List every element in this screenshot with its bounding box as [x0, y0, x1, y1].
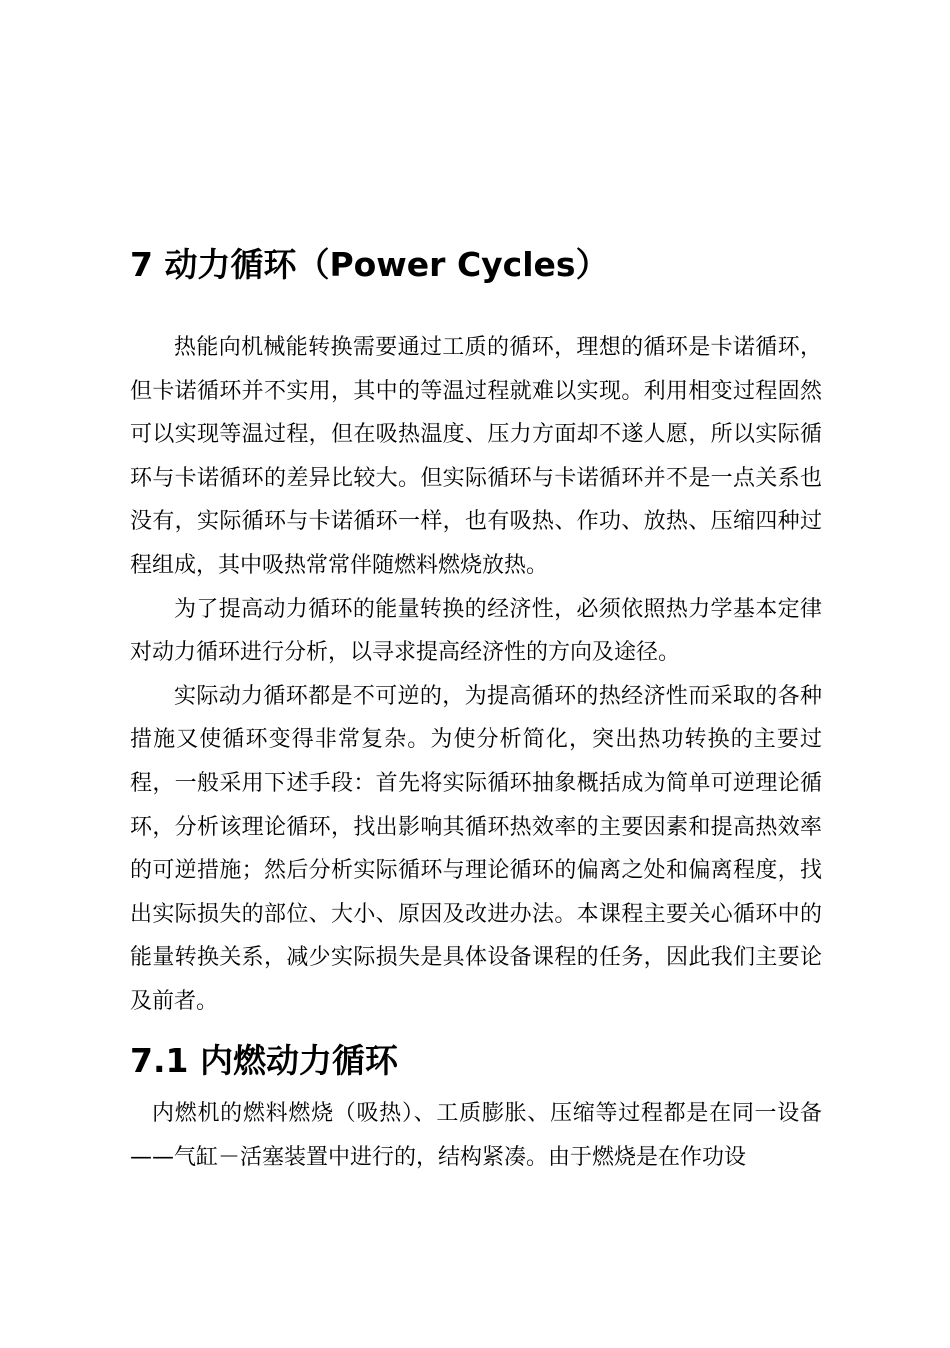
chapter-intro — [130, 326, 822, 1024]
section-body — [130, 1092, 822, 1179]
section-title: 7.1 内燃动力循环 — [130, 1041, 398, 1080]
intro-paragraph-2: 为了提高动力循环的能量转换的经济性，必须依照热力学基本定律对动力循环进行分析，以寻求提高经济性的方向及途径。 — [130, 596, 822, 666]
intro-paragraph-1: 热能向机械能转换需要通过工质的循环，理想的循环是卡诺循环，但卡诺循环并不实用，其中的等温过程就难以实现。利用相变过程固然可以实现等温过程，但在吸热温度、压力方面却不遂人愿，所以实际循环与卡诺循环的差异比较大。但实际循环与卡诺循环并不是一点关系也没有，实际循环与卡诺循环一样，也有吸热、作功、放热、压缩四种过程组成，其中吸热常常伴随燃料燃烧放热。 — [130, 335, 822, 578]
intro-paragraph-3: 实际动力循环都是不可逆的，为提高循环的热经济性而采取的各种措施又使循环变得非常复杂。为使分析简化，突出热功转换的主要过程，一般采用下述手段：首先将实际循环抽象概括成为简单可逆理论循环，分析该理论循环，找出影响其循环热效率的主要因素和提高热效率的可逆措施；然后分析实际循环与理论循环的偏离之处和偏离程度，找出实际损失的部位、大小、原因及改进办法。本课程主要关心循环中的能量转换关系，减少实际损失是具体设备课程的任务，因此我们主要论及前者。 — [130, 683, 822, 1014]
chapter-title: 7 动力循环（Power Cycles） — [130, 245, 609, 284]
section-paragraph: 内燃机的燃料燃烧（吸热）、工质膨胀、压缩等过程都是在同一设备——气缸－活塞装置中进行的，结构紧凑。由于燃烧是在作功设 — [130, 1101, 822, 1170]
